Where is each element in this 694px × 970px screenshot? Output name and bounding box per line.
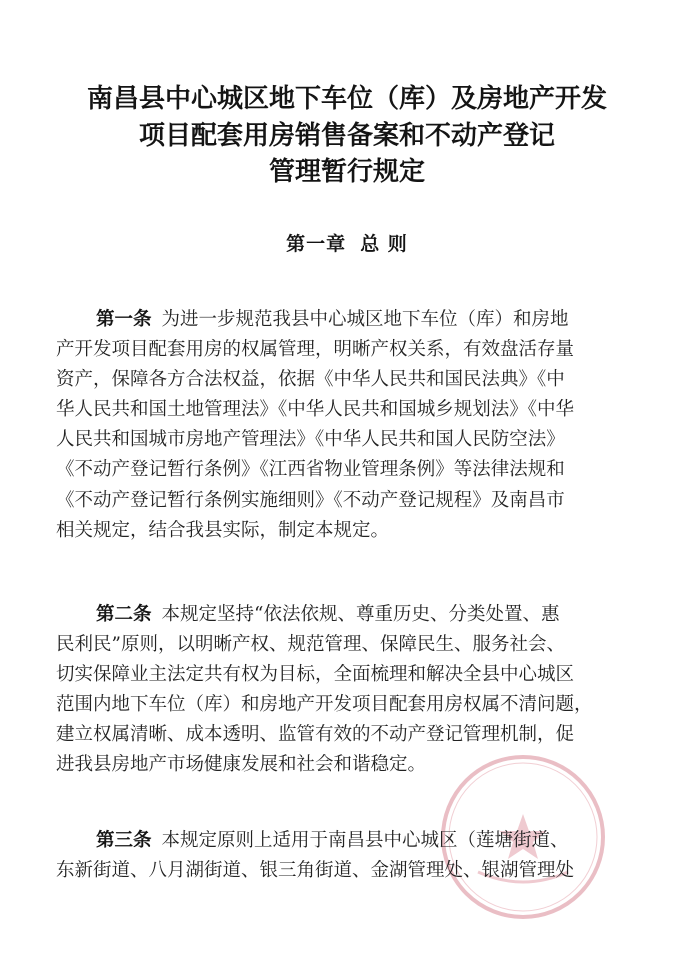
document-title-line-2: 项目配套用房销售备案和不动产登记 bbox=[138, 121, 555, 151]
article-2 bbox=[56, 600, 656, 781]
article-text-line: 华人民共和国土地管理法》《中华人民共和国城乡规划法》《中华 bbox=[56, 399, 575, 421]
article-text-line: 《不动产登记暂行条例实施细则》《不动产登记规程》及南昌市 bbox=[56, 489, 565, 511]
article-text-line: 为进一步规范我县中心城区地下车位（库）和房地 bbox=[161, 309, 569, 330]
article-text-line: 东新街道、八月湖街道、银三角街道、金湖管理处、银湖管理处 bbox=[56, 860, 575, 882]
article-text-line: 民利民”原则，以明晰产权、规范管理、保障民生、服务社会、 bbox=[56, 634, 565, 656]
article-label: 第一条 bbox=[96, 309, 152, 330]
article-text-line: 切实保障业主法定共有权为目标，全面梳理和解决全县中心城区 bbox=[56, 664, 575, 686]
chapter-heading bbox=[0, 229, 694, 256]
article-text-line: 范围内地下车位（库）和房地产开发项目配套用房权属不清问题， bbox=[56, 694, 593, 716]
article-text-line: 资产，保障各方合法权益，依据《中华人民共和国民法典》《中 bbox=[56, 369, 565, 391]
article-text-line: 人民共和国城市房地产管理法》《中华人民共和国人民防空法》 bbox=[56, 429, 565, 451]
article-3 bbox=[56, 826, 656, 886]
document-title-line-3: 管理暂行规定 bbox=[268, 157, 425, 187]
article-text-line: 进我县房地产市场健康发展和社会和谐稳定。 bbox=[56, 754, 427, 776]
document-title-line-1: 南昌县中心城区地下车位（库）及房地产开发 bbox=[86, 84, 607, 114]
article-text-line: 本规定原则上适用于南昌县中心城区（莲塘街道、 bbox=[161, 830, 569, 851]
chapter-name: 总 则 bbox=[360, 233, 408, 255]
article-text-line: 相关规定，结合我县实际，制定本规定。 bbox=[56, 519, 390, 541]
article-label: 第三条 bbox=[96, 830, 152, 851]
article-text-line: 建立权属清晰、成本透明、监管有效的不动产登记管理机制，促 bbox=[56, 724, 575, 746]
article-text-line: 产开发项目配套用房的权属管理，明晰产权关系，有效盘活存量 bbox=[56, 339, 575, 361]
article-text-line: 本规定坚持“依法依规、尊重历史、分类处置、惠 bbox=[161, 604, 560, 625]
article-text-line: 《不动产登记暂行条例》《江西省物业管理条例》等法律法规和 bbox=[56, 459, 565, 481]
chapter-number: 第一章 bbox=[286, 233, 347, 255]
article-label: 第二条 bbox=[96, 604, 152, 625]
article-1 bbox=[56, 305, 656, 546]
